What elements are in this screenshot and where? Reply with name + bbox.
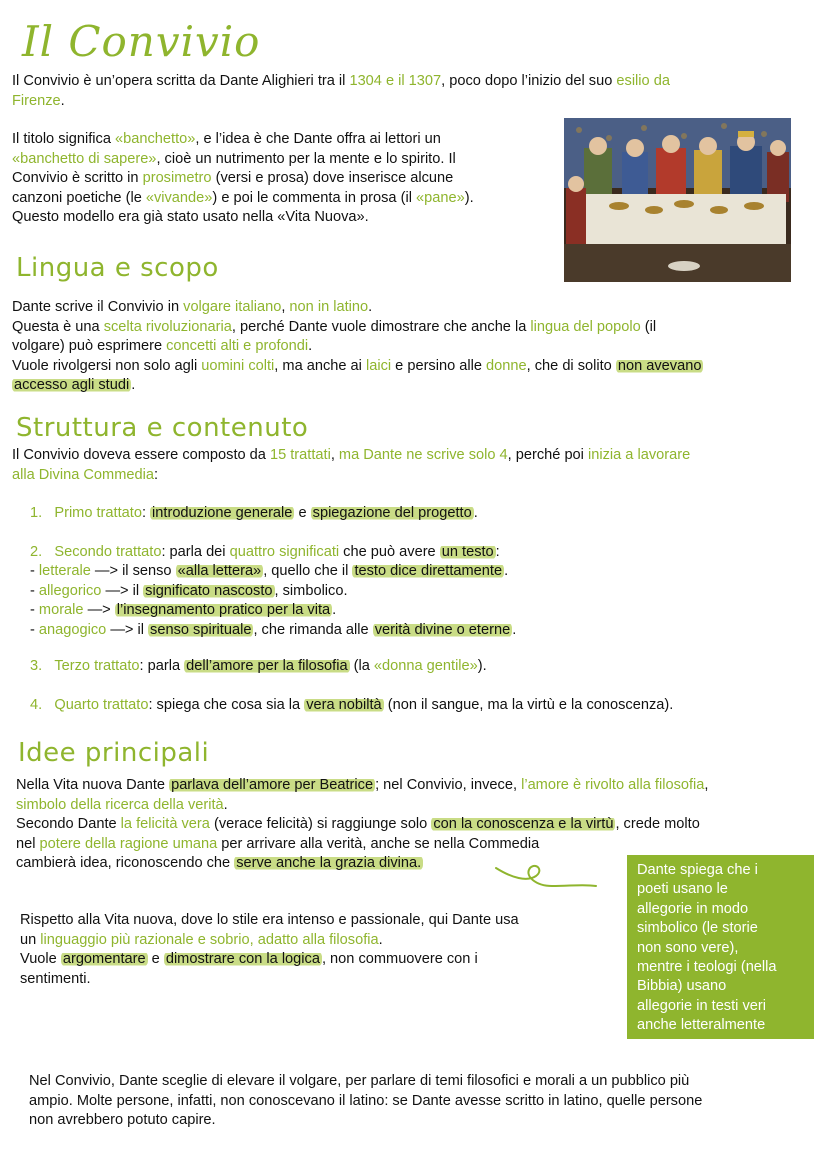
intro-exile: esilio da: [616, 73, 670, 89]
text-green: ma Dante ne scrive solo 4: [338, 447, 508, 463]
text: cambierà idea, riconoscendo che: [16, 855, 235, 871]
text: che può avere: [339, 544, 440, 560]
list-number: 3.: [30, 658, 43, 674]
text: , cioè un nutrimento per la mente e lo spirito. Il: [156, 150, 456, 167]
senso-allegorico: [30, 582, 810, 602]
text: volgare) può esprimere: [12, 338, 167, 354]
text: —>: [83, 602, 115, 618]
text: .: [512, 621, 517, 638]
item-name: Quarto trattato: [54, 697, 149, 713]
text-green: lingua del popolo: [530, 318, 641, 335]
intro-text: .: [60, 92, 65, 109]
text: Nel Convivio, Dante sceglie di elevare il volgare, per parlare di temi filosofici e morali a un pubblico più: [29, 1073, 690, 1089]
item-name: Terzo trattato: [54, 658, 140, 674]
text: (non il sangue, ma la virtù e la conoscenza).: [383, 697, 674, 713]
text: :: [153, 466, 159, 483]
text: per arrivare alla verità, anche se nella Commedia: [217, 835, 540, 852]
text-green: «banchetto»: [115, 131, 196, 147]
text: , che rimanda alle: [253, 621, 373, 638]
text-highlight: significato nascosto: [145, 582, 273, 599]
note-line: non sono vere),: [637, 939, 739, 956]
text: Rispetto alla Vita nuova, dove lo stile era intenso e passionale, qui Dante usa: [20, 912, 519, 928]
text-green: potere della ragione umana: [39, 835, 218, 852]
text: ,: [330, 447, 339, 463]
heading-lingua: Lingua e scopo: [16, 253, 219, 283]
text: non avrebbero potuto capire.: [29, 1112, 216, 1128]
text: : parla: [139, 658, 185, 674]
text: Dante scrive il Convivio in: [12, 299, 184, 315]
text: , e l’idea è che Dante offra ai lettori un: [195, 131, 441, 147]
text: , perché Dante vuole dimostrare che anche la: [231, 318, 531, 335]
text-highlight: testo dice direttamente: [354, 563, 503, 579]
text-highlight: l’insegnamento pratico per la vita: [116, 602, 331, 618]
list-item-secondo: [30, 543, 500, 563]
note-line: mentre i teologi (nella: [637, 959, 777, 976]
senso-letterale: [30, 562, 810, 582]
text-green: donne: [486, 357, 527, 374]
text: , non commuovere con i: [321, 951, 478, 967]
text: .: [223, 796, 228, 813]
text-green: quattro significati: [229, 544, 340, 560]
text: : spiega che cosa sia la: [148, 697, 305, 713]
text-highlight: accesso agli studi: [14, 377, 130, 393]
text-highlight: parlava dell’amore per Beatrice: [171, 777, 374, 793]
stile-paragraph: [20, 911, 620, 989]
text-green: l’amore è rivolto alla filosofia: [521, 777, 705, 793]
text: .: [378, 931, 383, 948]
struttura-paragraph: [12, 446, 812, 485]
text: un: [20, 931, 41, 948]
text-green: «banchetto di sapere»: [12, 150, 157, 167]
text: .: [131, 377, 136, 393]
text: .: [308, 338, 313, 354]
note-line: Dante spiega che i: [637, 862, 758, 878]
text-highlight: un testo: [441, 544, 494, 560]
senso-name: anagogico: [38, 621, 107, 638]
dash: -: [30, 582, 39, 599]
text: , perché poi: [507, 447, 588, 463]
text: Vuole rivolgersi non solo agli: [12, 357, 202, 374]
connector-squiggle-icon: [492, 856, 602, 896]
text: ).: [477, 658, 487, 674]
text-highlight: non avevano: [617, 357, 702, 374]
note-line: Bibbia) usano: [637, 978, 727, 995]
text-green: «pane»: [416, 189, 465, 206]
text: sentimenti.: [20, 970, 91, 987]
heading-struttura: Struttura e contenuto: [16, 413, 309, 443]
text-green: volgare italiano: [183, 299, 282, 315]
heading-idee: Idee principali: [18, 738, 210, 768]
text-green: uomini colti: [201, 357, 275, 374]
banquet-painting: [564, 118, 791, 282]
intro-paragraph: [12, 72, 812, 111]
text: , crede molto: [615, 816, 700, 832]
text: (versi e prosa) dove inserisce alcune: [211, 170, 454, 186]
text-highlight: con la conoscenza e la virtù: [433, 816, 614, 832]
intro-dates: 1304 e il 1307: [349, 73, 442, 89]
text: .: [504, 563, 509, 579]
text: ).: [464, 189, 474, 206]
text: Vuole: [20, 951, 61, 967]
text-green: «donna gentile»: [373, 658, 478, 674]
list-number: 1.: [30, 505, 43, 521]
text-highlight: dimostrare con la logica: [165, 951, 320, 967]
text: , quello che il: [263, 563, 353, 579]
intro-florence: Firenze: [12, 92, 61, 109]
senso-name: allegorico: [38, 582, 102, 599]
text: Questo modello era già stato usato nella «Vita Nuova».: [12, 209, 369, 225]
text: .: [473, 505, 478, 521]
text: ,: [281, 299, 290, 315]
text: (la: [349, 658, 374, 674]
text-green: prosimetro: [142, 170, 212, 186]
text: .: [368, 299, 373, 315]
text: .: [332, 602, 337, 618]
text: —> il senso: [90, 563, 176, 579]
senso-anagogico: [30, 621, 810, 641]
lingua-paragraph: [12, 298, 812, 396]
list-item-terzo: [30, 657, 487, 677]
intro-text: , poco dopo l’inizio del suo: [441, 73, 617, 89]
dash: -: [30, 602, 39, 618]
list-item-quarto: [30, 696, 673, 716]
list-number: 2.: [30, 544, 43, 560]
senso-name: morale: [38, 602, 84, 618]
text: (verace felicità) si raggiunge solo: [209, 816, 432, 832]
text-highlight: argomentare: [62, 951, 146, 967]
text: Convivio è scritto in: [12, 170, 143, 186]
text-green: simbolo della ricerca della verità: [16, 796, 224, 813]
sensi-list: [30, 562, 810, 640]
text-green: 15 trattati: [269, 447, 331, 463]
text: : parla dei: [161, 544, 230, 560]
text-green: «vivande»: [145, 189, 213, 206]
text-highlight: dell’amore per la filosofia: [186, 658, 348, 674]
text: —> il: [101, 582, 144, 599]
text-highlight: «alla lettera»: [177, 563, 262, 579]
text-highlight: introduzione generale: [152, 505, 293, 521]
text-green: inizia a lavorare: [587, 447, 691, 463]
text: nel: [16, 835, 40, 852]
title-meaning-paragraph: [12, 130, 562, 228]
text: :: [495, 544, 500, 560]
text: e persino alle: [391, 357, 487, 374]
text-highlight: senso spirituale: [150, 621, 252, 638]
text-green: linguaggio più razionale e sobrio, adatto alla filosofia: [40, 931, 379, 948]
senso-morale: [30, 601, 810, 621]
list-number: 4.: [30, 697, 43, 713]
text: canzoni poetiche (le: [12, 189, 146, 206]
text-highlight: vera nobiltà: [306, 697, 382, 713]
text: ,: [704, 777, 709, 793]
page-title: Il Convivio: [22, 17, 261, 66]
text: ; nel Convivio, invece,: [375, 777, 522, 793]
text-green: non in latino: [289, 299, 369, 315]
note-line: poeti usano le: [637, 881, 728, 898]
text: ampio. Molte persone, infatti, non conoscevano il latino: se Dante avesse scritto in latino, quelle persone: [29, 1092, 703, 1109]
text-highlight: verità divine o eterne: [374, 621, 511, 638]
text-highlight: spiegazione del progetto: [312, 505, 472, 521]
text-green: alla Divina Commedia: [12, 466, 154, 483]
text: —> il: [106, 621, 149, 638]
item-name: Secondo trattato: [54, 544, 162, 560]
text: Nella Vita nuova Dante: [16, 777, 170, 793]
text: Secondo Dante: [16, 816, 121, 832]
dash: -: [30, 621, 39, 638]
list-item-primo: [30, 504, 478, 524]
text: (il: [640, 318, 657, 335]
text: , ma anche ai: [274, 357, 366, 374]
text: Il titolo significa: [12, 131, 116, 147]
text-green: concetti alti e profondi: [166, 338, 309, 354]
text: , che di solito: [526, 357, 616, 374]
text-green: la felicità vera: [120, 816, 210, 832]
text: e: [294, 505, 311, 521]
note-line: simbolico (le storie: [637, 920, 758, 937]
senso-name: letterale: [38, 563, 91, 579]
allegory-note-box: [627, 855, 814, 1039]
text: :: [141, 505, 151, 521]
text: Questa è una: [12, 318, 104, 335]
note-line: allegorie in testi veri: [637, 997, 766, 1014]
text: , simbolico.: [274, 582, 348, 599]
conclusion-paragraph: [29, 1072, 819, 1131]
note-line: allegorie in modo: [637, 900, 749, 917]
item-name: Primo trattato: [54, 505, 142, 521]
text-green: laici: [365, 357, 392, 374]
text-highlight: serve anche la grazia divina.: [236, 855, 422, 871]
text: e: [147, 951, 164, 967]
text: Il Convivio doveva essere composto da: [12, 447, 270, 463]
dash: -: [30, 563, 39, 579]
text: ) e poi le commenta in prosa (il: [212, 189, 416, 206]
intro-text: Il Convivio è un’opera scritta da Dante Alighieri tra il: [12, 73, 350, 89]
text-green: scelta rivoluzionaria: [103, 318, 232, 335]
note-line: anche letteralmente: [637, 1017, 766, 1034]
